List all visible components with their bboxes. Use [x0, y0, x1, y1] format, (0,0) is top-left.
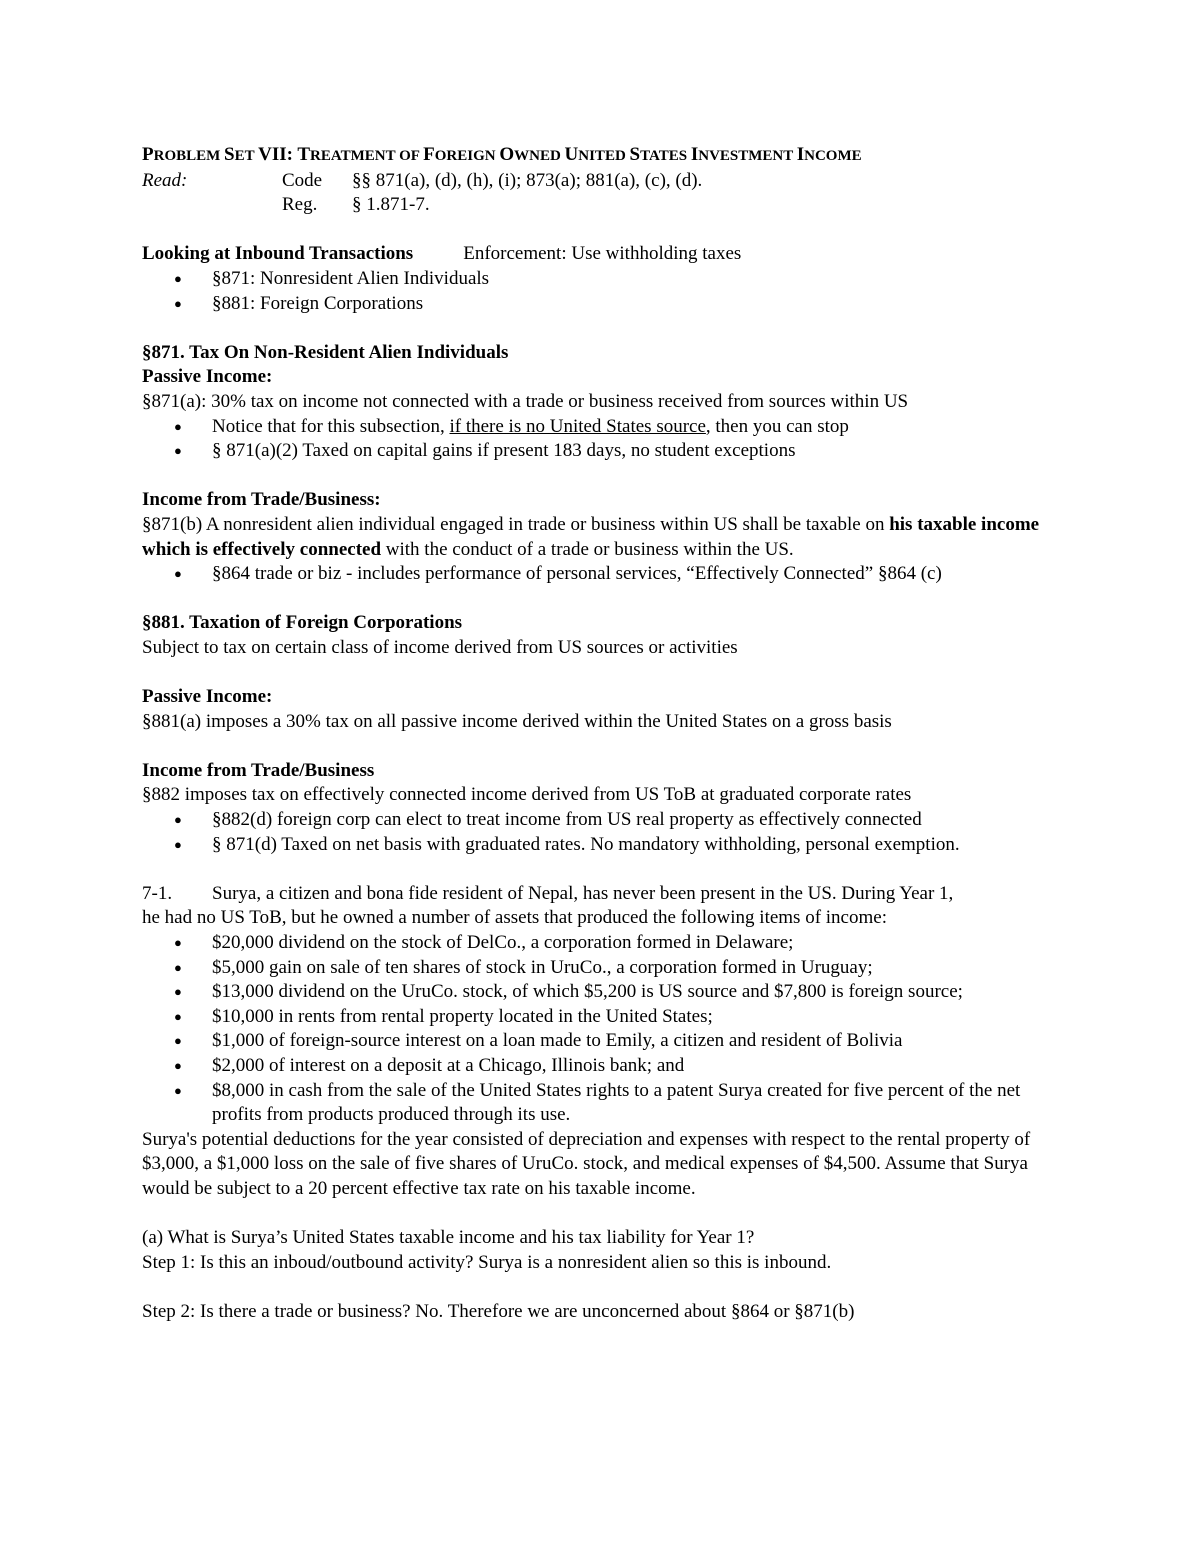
- list-item: ● $2,000 of interest on a deposit at a Chicago, Illinois bank; and: [142, 1054, 1062, 1079]
- bold-phrase: his taxable income which is effectively connected: [142, 513, 1040, 560]
- s871-passive-list: [142, 415, 1062, 464]
- s871-trade-text: §871(b) A nonresident alien individual engaged in trade or business within US shall be taxable on his taxable income which is effectively connected with the conduct of a trade or business within the US.: [142, 513, 1040, 560]
- s871-passive-text: §871(a): 30% tax on income not connected with a trade or business received from sources within US: [142, 390, 909, 412]
- problem-intro: 7-1. Surya, a citizen and bona fide resident of Nepal, has never been present in the US. During Year 1,: [142, 882, 1062, 907]
- list-item: ● $8,000 in cash from the sale of the United States rights to a patent Surya created for five percent of the net profits from products produced through its use.: [142, 1079, 1062, 1128]
- s881-trade-text: §882 imposes tax on effectively connected income derived from US ToB at graduated corporate rates: [142, 784, 912, 806]
- list-item: ● Notice that for this subsection, if there is no United States source, then you can stop: [142, 415, 1062, 440]
- code-tag: Code: [282, 169, 323, 191]
- list-item: ● §864 trade or biz - includes performance of personal services, “Effectively Connected” §864 (c): [142, 562, 1062, 587]
- list-item: ● §882(d) foreign corp can elect to treat income from US real property as effectively connected: [142, 808, 1062, 833]
- list-item: ● §881: Foreign Corporations: [142, 292, 1062, 317]
- income-items-list: [142, 931, 1062, 1128]
- read-reg-row: [142, 193, 1062, 218]
- deductions-paragraph: Surya's potential deductions for the year consisted of depreciation and expenses with respect to the rental property of $3,000, a $1,000 loss on the sale of five shares of UruCo. stock, and medical expenses of $4,500. Assume that Surya would be subject to a 20 percent effective tax rate on his taxable income.: [142, 1128, 1031, 1199]
- list-item: ● $10,000 in rents from rental property located in the United States;: [142, 1005, 1062, 1030]
- list-item: ● $1,000 of foreign-source interest on a loan made to Emily, a citizen and resident of Bolivia: [142, 1029, 1062, 1054]
- list-item: ● $20,000 dividend on the stock of DelCo., a corporation formed in Delaware;: [142, 931, 1062, 956]
- read-label: Read:: [142, 169, 188, 191]
- s871-trade-heading: Income from Trade/Business:: [142, 489, 381, 511]
- s881-passive-text: §881(a) imposes a 30% tax on all passive income derived within the United States on a gross basis: [142, 710, 892, 732]
- inbound-heading: Looking at Inbound Transactions: [142, 243, 414, 265]
- problem-intro-continued: he had no US ToB, but he owned a number of assets that produced the following items of income:: [142, 907, 887, 929]
- inbound-heading-row: [142, 242, 1062, 267]
- enforcement-note: Enforcement: Use withholding taxes: [463, 243, 742, 265]
- document-page: [142, 143, 1062, 1325]
- reg-tag: Reg.: [282, 194, 318, 216]
- list-item: ● § 871(d) Taxed on net basis with graduated rates. No mandatory withholding, personal exemption.: [142, 833, 1062, 858]
- s881-trade-heading: Income from Trade/Business: [142, 759, 375, 781]
- s871-heading: §871. Tax On Non-Resident Alien Individuals: [142, 341, 509, 363]
- read-code-row: [142, 169, 1062, 194]
- problem-set-title: PROBLEM SET VII: TREATMENT OF FOREIGN OWNED UNITED STATES INVESTMENT INCOME: [142, 144, 862, 165]
- problem-number: 7-1.: [142, 882, 173, 904]
- s871-passive-heading: Passive Income:: [142, 366, 273, 388]
- underlined-phrase: if there is no United States source: [449, 415, 706, 437]
- step-1: Step 1: Is this an inboud/outbound activity? Surya is a nonresident alien so this is inbound.: [142, 1251, 832, 1273]
- list-item: ● § 871(a)(2) Taxed on capital gains if present 183 days, no student exceptions: [142, 439, 1062, 464]
- code-sections: §§ 871(a), (d), (h), (i); 873(a); 881(a), (c), (d).: [352, 169, 703, 191]
- list-item: ● §871: Nonresident Alien Individuals: [142, 267, 1062, 292]
- question-a: (a) What is Surya’s United States taxable income and his tax liability for Year 1?: [142, 1227, 755, 1249]
- list-item: ● $5,000 gain on sale of ten shares of stock in UruCo., a corporation formed in Uruguay;: [142, 956, 1062, 981]
- s881-passive-heading: Passive Income:: [142, 686, 273, 708]
- s871-trade-list: [142, 562, 1062, 587]
- s881-heading: §881. Taxation of Foreign Corporations: [142, 612, 463, 634]
- s881-trade-list: [142, 808, 1062, 857]
- step-2: Step 2: Is there a trade or business? No. Therefore we are unconcerned about §864 or §871(b): [142, 1300, 855, 1322]
- s881-intro: Subject to tax on certain class of income derived from US sources or activities: [142, 636, 738, 658]
- reg-sections: § 1.871-7.: [352, 194, 430, 216]
- inbound-list: [142, 267, 1062, 316]
- list-item: ● $13,000 dividend on the UruCo. stock, of which $5,200 is US source and $7,800 is foreign source;: [142, 980, 1062, 1005]
